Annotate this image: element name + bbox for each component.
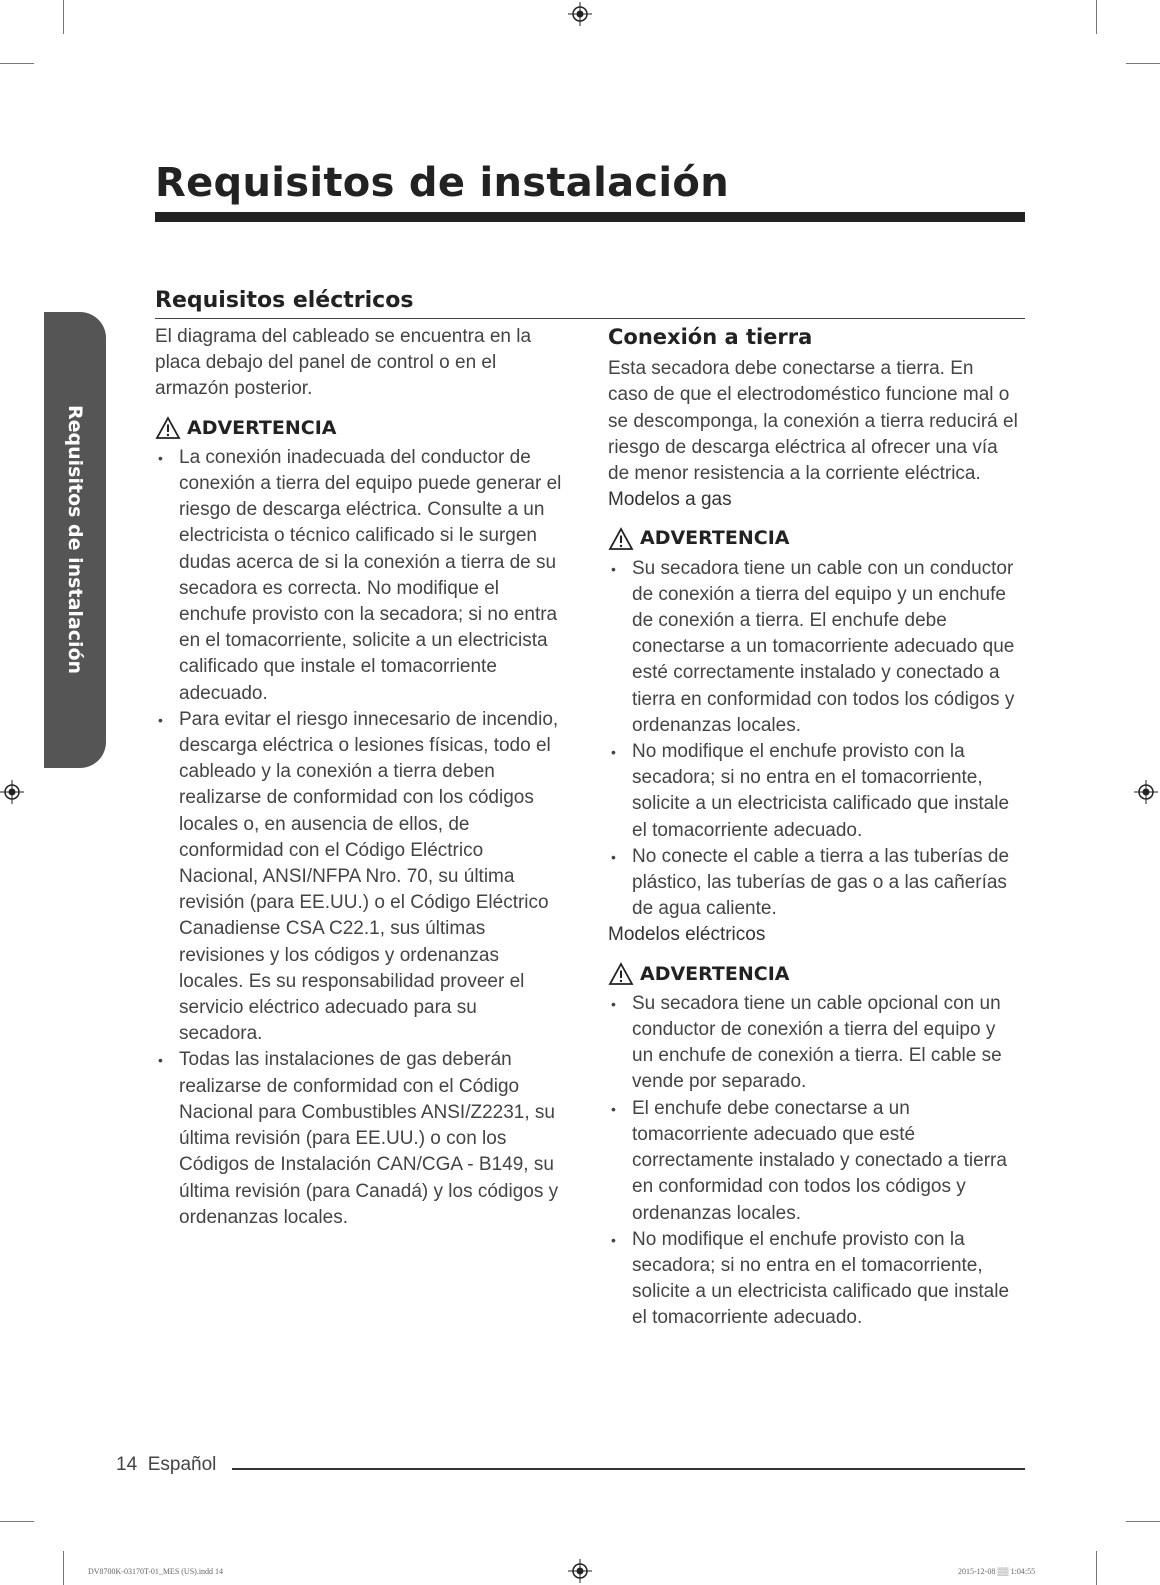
- section-rule: [155, 318, 1025, 319]
- warning-label: ADVERTENCIA: [640, 527, 790, 550]
- registration-mark-icon: [1134, 780, 1158, 804]
- registration-mark-icon: [0, 780, 24, 804]
- warning-icon: [608, 962, 634, 986]
- crop-mark: [1096, 0, 1097, 34]
- list-item: • No modifique el enchufe provisto con la secadora; si no entra en el tomacorriente, solicite a un electricista calificado que instale el tomacorriente adecuado.: [608, 739, 1018, 844]
- gas-warning-list: [608, 556, 1018, 923]
- crop-mark: [63, 0, 64, 34]
- footer-rule: [232, 1468, 1025, 1470]
- warning-heading: [608, 525, 1018, 551]
- list-item: • Para evitar el riesgo innecesario de incendio, descarga eléctrica o lesiones físicas, todo el cableado y la conexión a tierra deben realizarse de conformidad con los códigos locales o, en ausencia de ellos, de conformidad con el Código Eléctrico Nacional, ANSI/NFPA Nro. 70, su última revisión (para EE.UU.) o el Código Eléctrico Canadiense CSA C22.1, sus últimas revisiones y los códigos y ordenanzas locales. Es su responsabilidad proveer el servicio eléctrico adecuado para su secadora.: [155, 707, 565, 1048]
- list-item: • La conexión inadecuada del conductor de conexión a tierra del equipo puede generar el riesgo de descarga eléctrica. Consulte a un electricista o técnico calificado si le surgen dudas acerca de si la conexión a tierra de su secadora es correcta. No modifique el enchufe provisto con la secadora; si no entra en el tomacorriente, solicite a un electricista calificado que instale el tomacorriente adecuado.: [155, 445, 565, 707]
- left-column: [155, 324, 565, 1231]
- warning-heading: [608, 961, 1018, 987]
- electric-warning-list: [608, 991, 1018, 1332]
- page-number: 14: [116, 1454, 138, 1475]
- warning-icon: [155, 416, 181, 440]
- page-footer: [116, 1454, 216, 1476]
- warning-icon: [608, 527, 634, 551]
- electric-models-label: Modelos eléctricos: [608, 924, 766, 946]
- gas-models-label: Modelos a gas: [608, 489, 732, 511]
- crop-mark: [63, 1551, 64, 1585]
- grounding-title: Conexión a tierra: [608, 325, 813, 349]
- crop-mark: [0, 1521, 34, 1522]
- crop-mark: [1126, 1521, 1160, 1522]
- list-item: • No conecte el cable a tierra a las tuberías de plástico, las tuberías de gas o a las cañerías de agua caliente.: [608, 844, 1018, 923]
- title-rule: [155, 212, 1025, 222]
- grounding-intro: Esta secadora debe conectarse a tierra. En caso de que el electrodoméstico funcione mal o se descomponga, la conexión a tierra reducirá el riesgo de descarga eléctrica al ofrecer una vía de menor resistencia a la corriente eléctrica.: [608, 358, 1018, 485]
- side-tab-label: Requisitos de instalación: [64, 405, 86, 675]
- crop-mark: [0, 63, 34, 64]
- warning-heading: [155, 415, 565, 441]
- list-item: • No modifique el enchufe provisto con la secadora; si no entra en el tomacorriente, solicite a un electricista calificado que instale el tomacorriente adecuado.: [608, 1227, 1018, 1332]
- right-column: [608, 324, 1018, 1332]
- list-item: • Todas las instalaciones de gas deberán realizarse de conformidad con el Código Nacional para Combustibles ANSI/Z2231, su última revisión (para EE.UU.) o con los Códigos de Instalación CAN/CGA - B149, su última revisión (para Canadá) y los códigos y ordenanzas locales.: [155, 1047, 565, 1230]
- section-title: Requisitos eléctricos: [155, 288, 414, 313]
- crop-mark: [1096, 1551, 1097, 1585]
- warning-label: ADVERTENCIA: [187, 416, 337, 439]
- wiring-intro: El diagrama del cableado se encuentra en la placa debajo del panel de control o en el armazón posterior.: [155, 326, 532, 400]
- footer-language: Español: [147, 1454, 217, 1475]
- page-title: Requisitos de instalación: [155, 160, 729, 206]
- list-item: • Su secadora tiene un cable opcional con un conductor de conexión a tierra del equipo y un enchufe de conexión a tierra. El cable se vende por separado.: [608, 991, 1018, 1096]
- warning-list: [155, 445, 565, 1231]
- registration-mark-icon: [568, 1559, 592, 1583]
- file-slug: DV8700K-03170T-01_MES (US).indd 14: [88, 1567, 224, 1576]
- date-slug: 2015-12-08 ▒▒ 1:04:55: [958, 1567, 1036, 1576]
- list-item: • El enchufe debe conectarse a un tomacorriente adecuado que esté correctamente instalado y conectado a tierra en conformidad con todos los códigos y ordenanzas locales.: [608, 1096, 1018, 1227]
- registration-mark-icon: [568, 2, 592, 26]
- crop-mark: [1126, 63, 1160, 64]
- warning-label: ADVERTENCIA: [640, 962, 790, 985]
- list-item: • Su secadora tiene un cable con un conductor de conexión a tierra del equipo y un enchufe de conexión a tierra. El enchufe debe conectarse a un tomacorriente adecuado que esté correctamente instalado y conectado a tierra en conformidad con todos los códigos y ordenanzas locales.: [608, 556, 1018, 739]
